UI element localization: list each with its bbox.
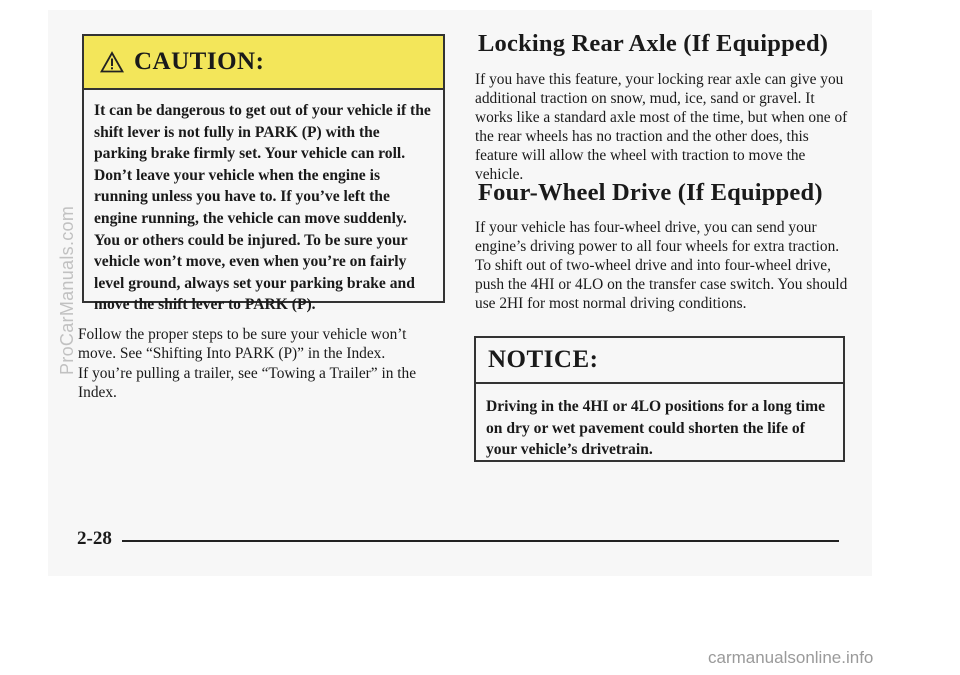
locking-axle-heading: Locking Rear Axle (If Equipped) <box>478 30 829 57</box>
park-steps-paragraph: Follow the proper steps to be sure your vehicle won’t move. See “Shifting Into PARK (P)” in the Index. <box>78 326 407 362</box>
notice-text: Driving in the 4HI or 4LO positions for a long time on dry or wet pavement could shorten the life of your vehicle’s drivetrain. <box>486 398 826 458</box>
notice-box <box>474 336 845 462</box>
bottom-watermark[interactable]: carmanualsonline.info <box>708 648 874 667</box>
notice-header <box>476 338 843 384</box>
notice-title: NOTICE: <box>488 346 599 373</box>
four-wheel-drive-paragraph: If your vehicle has four-wheel drive, you can send your engine’s driving power to all four wheels for extra traction. To shift out of two-wheel drive and into four-wheel drive, push the 4HI or 4LO on the transfer case switch. You should use 2HI for most normal driving conditions. <box>475 219 848 312</box>
caution-header <box>84 36 443 90</box>
footer-rule <box>122 540 839 542</box>
caution-text: It can be dangerous to get out of your vehicle if the shift lever is not fully in PARK (P) with the parking brake firmly set. Your vehicle can roll. Don’t leave your vehicle when the engine is running unless you have to. If you’ve left the engine running, the vehicle can move suddenly. You or others could be injured. To be sure your vehicle won’t move, even when you’re on fairly level ground, always set your parking brake and move the shift lever to PARK (P). <box>94 102 431 314</box>
warning-triangle-icon <box>100 51 124 73</box>
caution-title: CAUTION: <box>134 48 265 75</box>
caution-box <box>82 34 445 314</box>
side-watermark: ProCarManuals.com <box>57 205 77 375</box>
towing-paragraph: If you’re pulling a trailer, see “Towing a Trailer” in the Index. <box>78 365 417 401</box>
locking-axle-paragraph: If you have this feature, your locking rear axle can give you additional traction on snow, mud, ice, sand or gravel. It works like a standard axle most of the time, but when one of the rear wheels has no traction and the other does, this feature will allow the wheel with traction to move the vehicle. <box>475 71 848 183</box>
page-number: 2-28 <box>77 528 112 549</box>
four-wheel-drive-heading: Four-Wheel Drive (If Equipped) <box>478 179 823 206</box>
